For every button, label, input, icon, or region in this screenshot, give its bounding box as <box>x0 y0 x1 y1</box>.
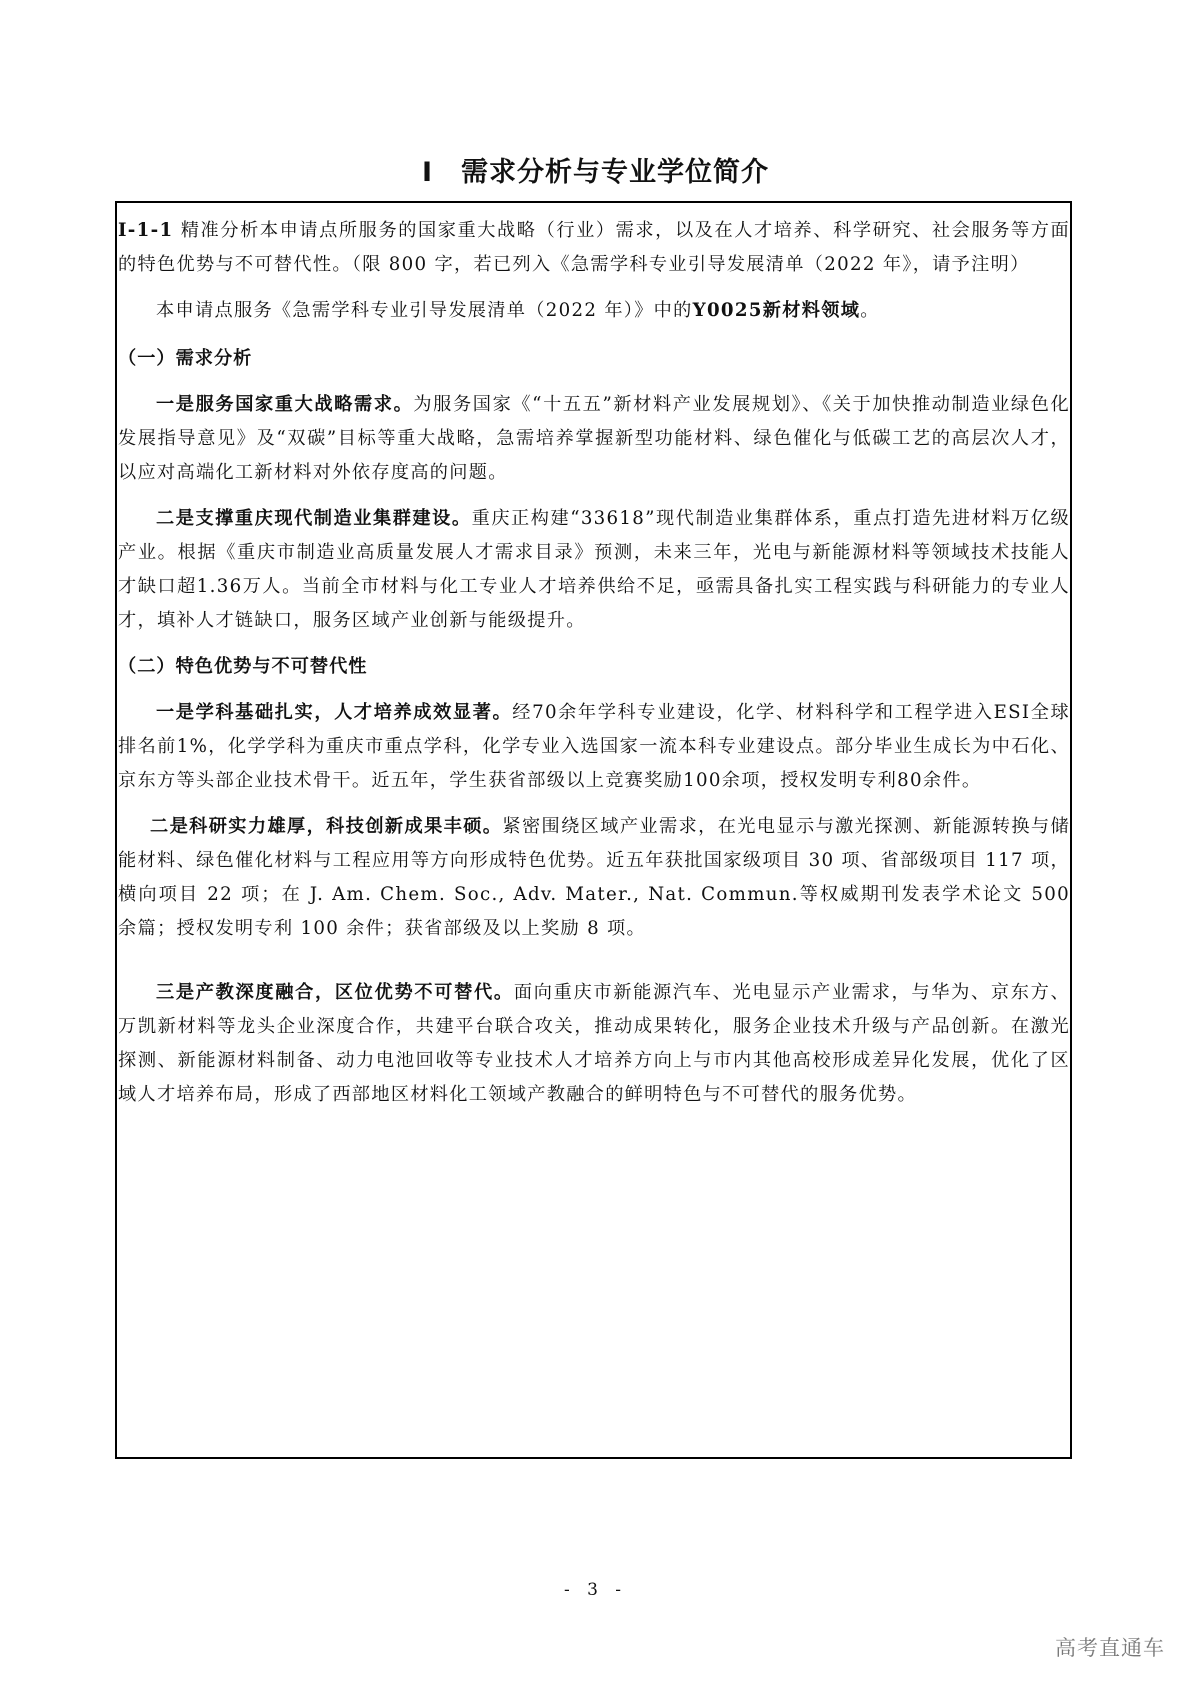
intro-paragraph <box>118 294 1070 328</box>
paragraph-lead: 一是学科基础扎实，人才培养成效显著。 <box>156 702 513 723</box>
paragraph-lead: 二是科研实力雄厚，科技创新成果丰硕。 <box>150 816 503 837</box>
paragraph-body: 重庆正构建“33618”现代制造业集群体系，重点打造先进材料万亿级产业。根据《重庆市制造业高质量发展人才需求目录》预测，未来三年，光电与新能源材料等领域技术技能人才缺口超1.36万人。当前全市材料与化工专业人才培养供给不足，亟需具备扎实工程实践与科研能力的专业人才，填补人才链缺口，服务区域产业创新与能级提升。 <box>118 508 1070 631</box>
paragraph-body: 经70余年学科专业建设，化学、材料科学和工程学进入ESI全球排名前1%，化学学科为重庆市重点学科，化学专业入选国家一流本科专业建设点。部分毕业生成长为中石化、京东方等头部企业技术骨干。近五年，学生获省部级以上竞赛奖励100余项，授权发明专利80余件。 <box>118 702 1070 791</box>
prompt-text: 精准分析本申请点所服务的国家重大战略（行业）需求，以及在人才培养、科学研究、社会服务等方面的特色优势与不可替代性。（限 800 字，若已列入《急需学科专业引导发展清单（2022 年》，请予注明） <box>118 220 1070 275</box>
section-title: Ⅰ 需求分析与专业学位简介 <box>421 157 770 188</box>
paragraph-advantage-1 <box>118 696 1070 798</box>
paragraph-advantage-3 <box>118 976 1070 1112</box>
paragraph-lead: 三是产教深度融合，区位优势不可替代。 <box>156 982 514 1003</box>
section-heading-demand: （一）需求分析 <box>118 348 253 369</box>
paragraph-lead: 二是支撑重庆现代制造业集群建设。 <box>156 508 472 529</box>
prompt-paragraph <box>118 214 1070 282</box>
watermark: 高考直通车 <box>1055 1636 1165 1660</box>
section-heading-advantage: （二）特色优势与不可替代性 <box>118 656 368 677</box>
paragraph-advantage-2 <box>118 810 1070 946</box>
paragraph-body: 为服务国家《“十五五”新材料产业发展规划》、《关于加快推动制造业绿色化发展指导意见》及“双碳”目标等重大战略，急需培养掌握新型功能材料、绿色催化与低碳工艺的高层次人才，以应对高端化工新材料对外依存度高的问题。 <box>118 394 1070 483</box>
paragraph-lead: 一是服务国家重大战略需求。 <box>156 394 414 415</box>
paragraph-body: 紧密围绕区域产业需求，在光电显示与激光探测、新能源转换与储能材料、绿色催化材料与工程应用等方向形成特色优势。近五年获批国家级项目 30 项、省部级项目 117 项，横向项目 22 项；在 J. Am. Chem. Soc., Adv. Mater., Nat. Commun.等权威期刊发表学术论文 500 余篇；授权发明专利 100 余件；获省部级及以上奖励 8 项。 <box>118 816 1070 939</box>
content-area <box>118 214 1070 1112</box>
paragraph-body: 面向重庆市新能源汽车、光电显示产业需求，与华为、京东方、万凯新材料等龙头企业深度合作，共建平台联合攻关，推动成果转化，服务企业技术升级与产品创新。在激光探测、新能源材料制备、动力电池回收等专业技术人才培养方向上与市内其他高校形成差异化发展，优化了区域人才培养布局，形成了西部地区材料化工领域产教融合的鲜明特色与不可替代的服务优势。 <box>118 982 1071 1105</box>
prompt-code: I-1-1 <box>118 220 174 241</box>
intro-bold: Y0025新材料领域 <box>692 300 861 321</box>
intro-text: 本申请点服务《急需学科专业引导发展清单（2022 年）》中的 <box>156 300 693 321</box>
paragraph-demand-1 <box>118 388 1070 490</box>
intro-end: 。 <box>860 300 880 321</box>
page-number: - 3 - <box>563 1580 628 1600</box>
paragraph-demand-2 <box>118 502 1070 638</box>
